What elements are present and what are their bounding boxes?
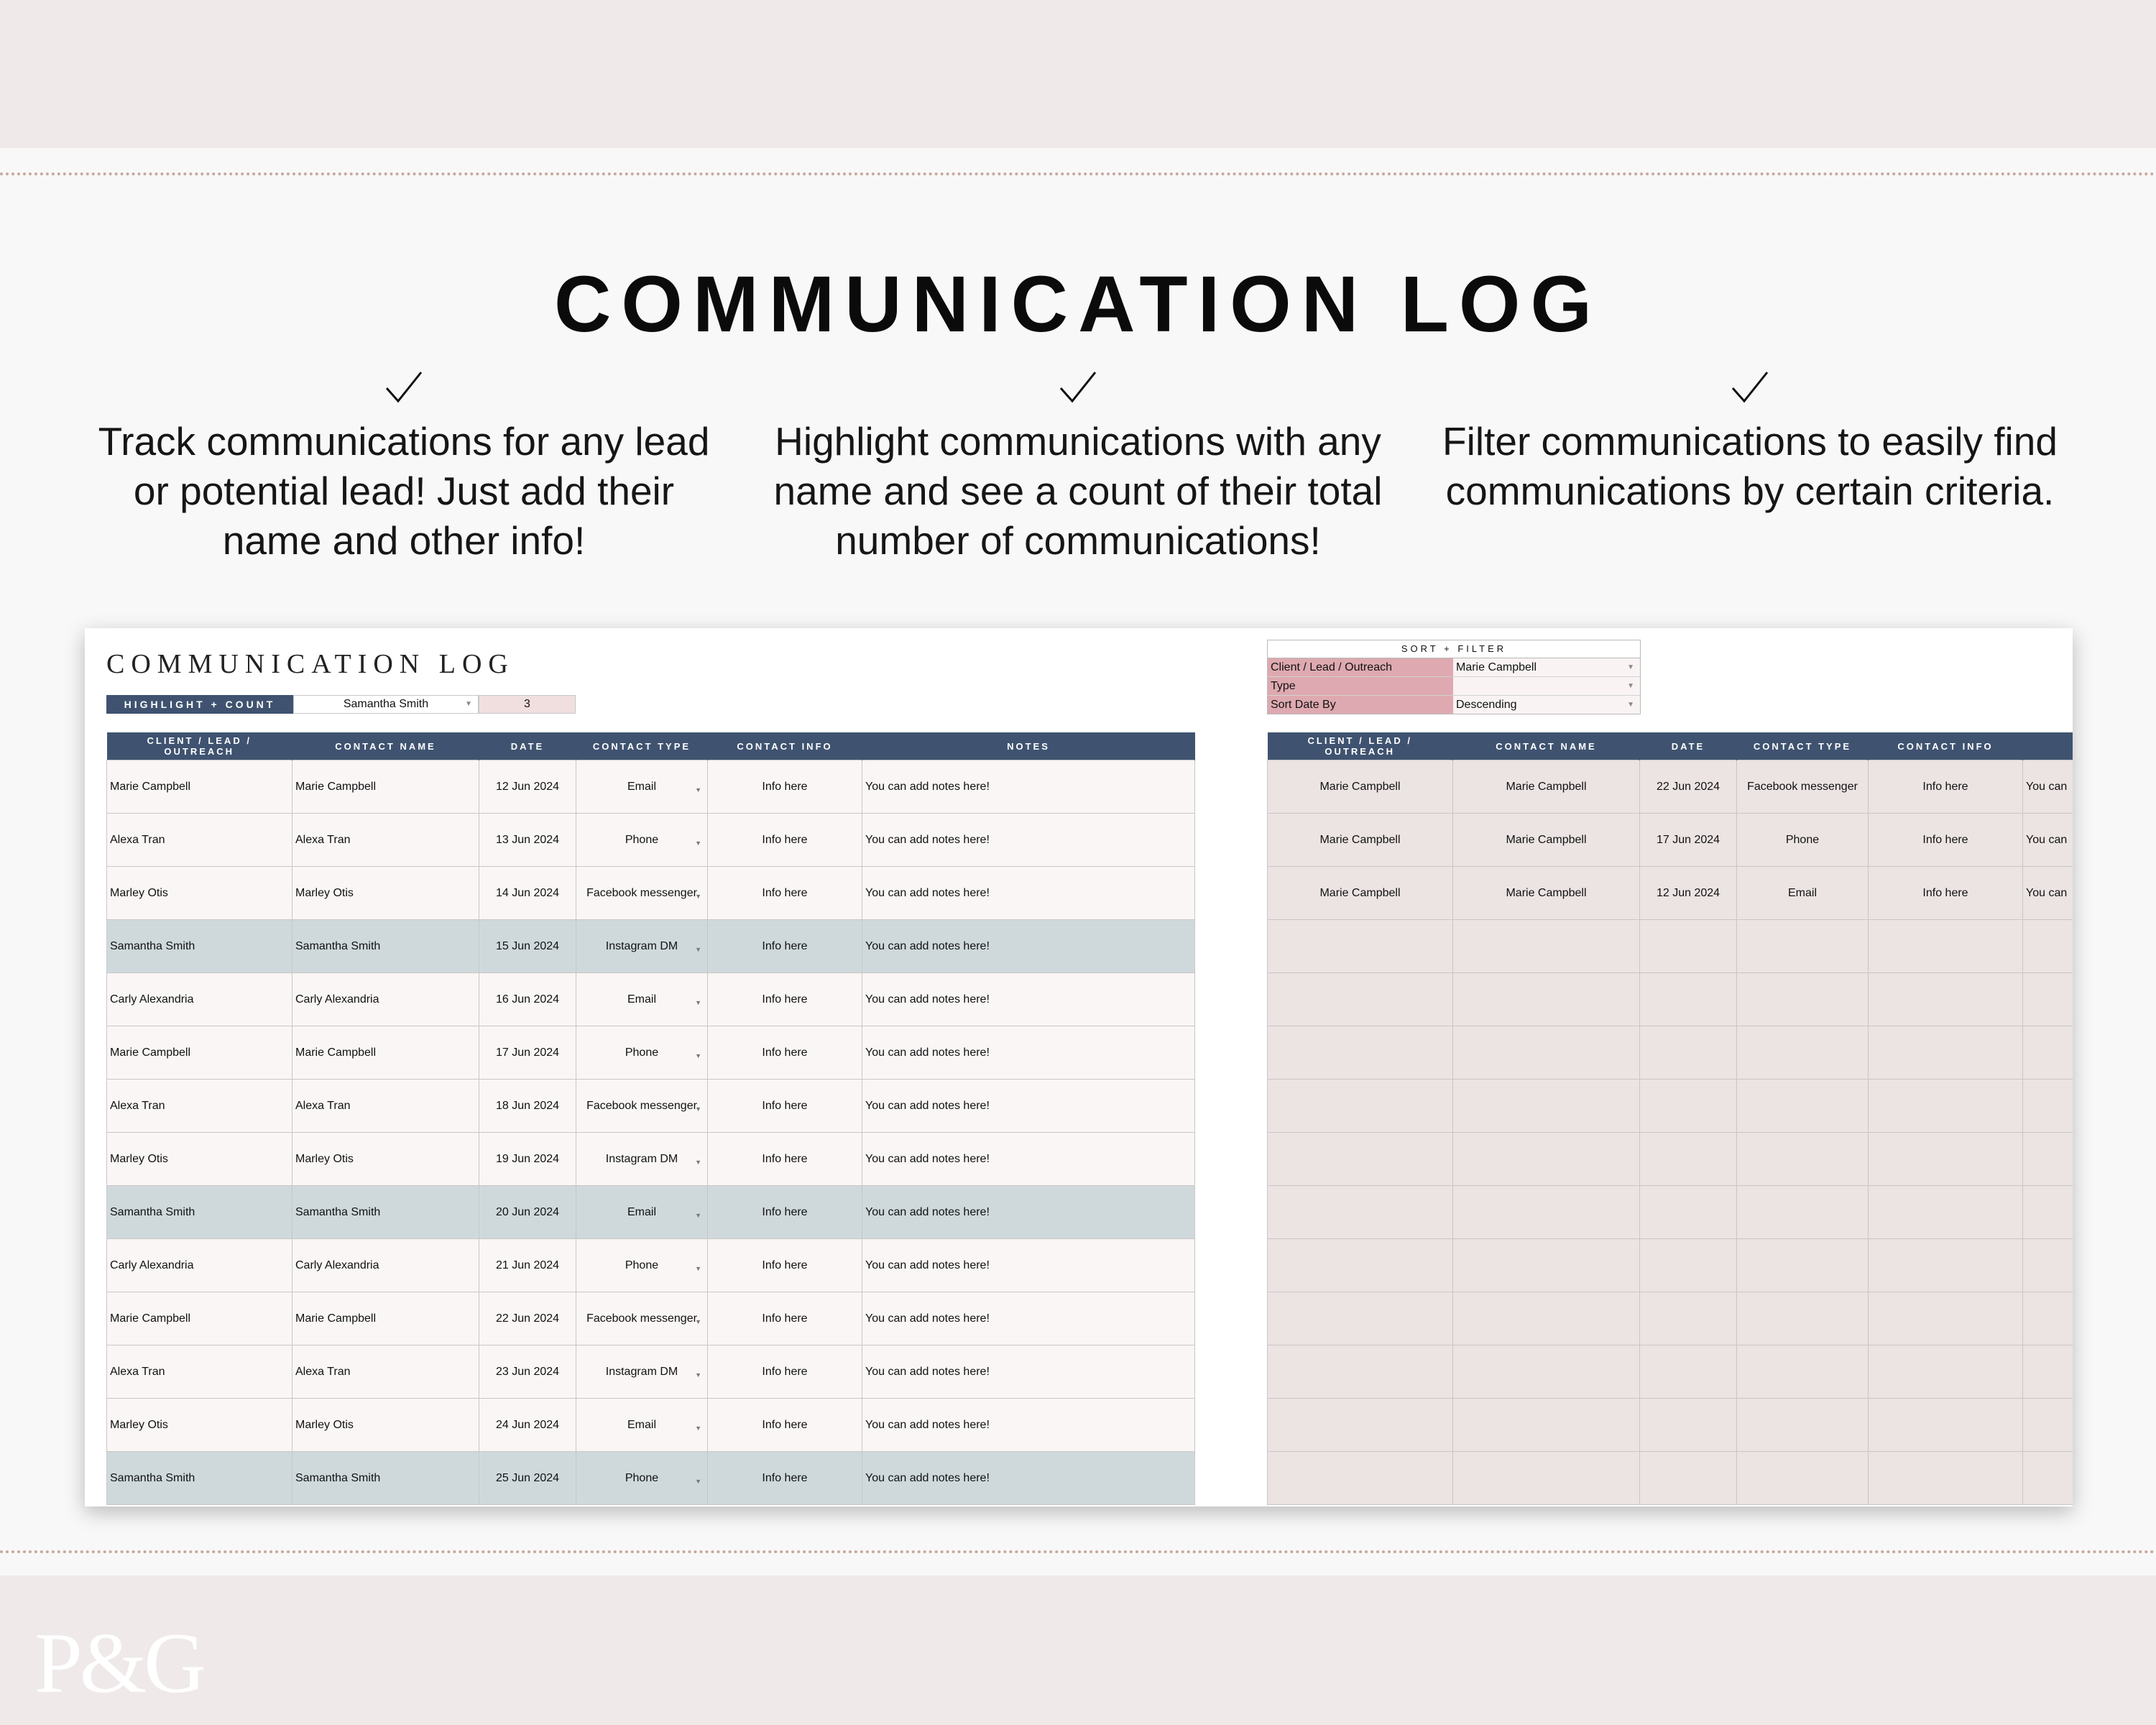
table-row	[1268, 867, 2073, 920]
contact-name-cell[interactable]: Marley Otis	[292, 1399, 479, 1452]
notes-cell	[2023, 973, 2073, 1026]
notes-cell[interactable]: You can add notes here!	[862, 1399, 1195, 1452]
feature-text: Track communications for any lead or potential lead! Just add their name and other info!	[98, 419, 710, 563]
contact-name-cell: Marie Campbell	[1453, 867, 1640, 920]
contact-info-cell[interactable]: Info here	[708, 1399, 862, 1452]
contact-info-cell	[1869, 1292, 2023, 1346]
column-header-contact-type: CONTACT TYPE	[576, 732, 708, 760]
notes-cell[interactable]: You can add notes here!	[862, 760, 1195, 814]
contact-type-cell: Facebook messenger	[1737, 760, 1869, 814]
notes-cell	[2023, 920, 2073, 973]
highlight-count-value: 3	[479, 695, 576, 714]
contact-name-cell[interactable]: Alexa Tran	[292, 1080, 479, 1133]
contact-name-cell[interactable]: Carly Alexandria	[292, 1239, 479, 1292]
filtered-results-table	[1267, 732, 2073, 1505]
notes-cell[interactable]: You can add notes here!	[862, 1452, 1195, 1505]
client-cell[interactable]: Marie Campbell	[107, 760, 292, 814]
contact-type-cell[interactable]	[576, 1239, 708, 1292]
contact-name-cell: Marie Campbell	[1453, 814, 1640, 867]
date-cell[interactable]: 13 Jun 2024	[479, 814, 576, 867]
table-row	[107, 1399, 1195, 1452]
client-cell	[1268, 1133, 1453, 1186]
contact-type-cell	[1737, 1026, 1869, 1080]
chevron-down-icon[interactable]: ▼	[695, 1105, 701, 1113]
contact-type-value: Phone	[625, 1259, 659, 1271]
table-row	[1268, 1346, 2073, 1399]
filter-key: Type	[1268, 677, 1453, 695]
contact-type-cell[interactable]	[576, 1346, 708, 1399]
contact-name-cell	[1453, 920, 1640, 973]
contact-name-cell[interactable]: Marie Campbell	[292, 1026, 479, 1080]
client-cell[interactable]: Marley Otis	[107, 1133, 292, 1186]
client-cell	[1268, 1186, 1453, 1239]
date-cell: 12 Jun 2024	[1640, 867, 1737, 920]
contact-type-cell[interactable]	[576, 760, 708, 814]
table-row	[107, 1080, 1195, 1133]
contact-type-cell: Email	[1737, 867, 1869, 920]
table-row	[107, 1133, 1195, 1186]
table-row	[107, 973, 1195, 1026]
table-row	[1268, 1186, 2073, 1239]
contact-name-cell	[1453, 973, 1640, 1026]
table-row	[107, 1346, 1195, 1399]
chevron-down-icon[interactable]: ▼	[695, 1478, 701, 1485]
client-cell	[1268, 1080, 1453, 1133]
client-cell[interactable]: Alexa Tran	[107, 1080, 292, 1133]
contact-name-cell	[1453, 1186, 1640, 1239]
column-header-date: DATE	[479, 732, 576, 760]
table-row	[1268, 760, 2073, 814]
client-cell[interactable]: Samantha Smith	[107, 920, 292, 973]
table-row	[107, 867, 1195, 920]
chevron-down-icon[interactable]: ▼	[465, 700, 472, 708]
contact-type-cell	[1737, 1292, 1869, 1346]
chevron-down-icon[interactable]: ▼	[695, 893, 701, 900]
table-row	[1268, 973, 2073, 1026]
contact-info-cell: Info here	[1869, 867, 2023, 920]
date-cell	[1640, 1133, 1737, 1186]
client-cell	[1268, 1239, 1453, 1292]
contact-info-cell	[1869, 1452, 2023, 1505]
client-cell	[1268, 1399, 1453, 1452]
date-cell[interactable]: 18 Jun 2024	[479, 1080, 576, 1133]
date-cell	[1640, 1346, 1737, 1399]
notes-cell	[2023, 1292, 2073, 1346]
client-cell[interactable]: Samantha Smith	[107, 1452, 292, 1505]
contact-type-value: Facebook messenger	[586, 886, 697, 899]
notes-cell: You can	[2023, 760, 2073, 814]
date-cell	[1640, 1239, 1737, 1292]
contact-name-cell[interactable]: Samantha Smith	[292, 1452, 479, 1505]
client-cell[interactable]: Alexa Tran	[107, 814, 292, 867]
notes-cell	[2023, 1346, 2073, 1399]
column-header-client: CLIENT / LEAD / OUTREACH	[1268, 732, 1453, 760]
date-cell[interactable]: 22 Jun 2024	[479, 1292, 576, 1346]
filter-row-type	[1268, 677, 1640, 696]
client-cell[interactable]: Carly Alexandria	[107, 973, 292, 1026]
feature-text: Highlight communications with any name and see a count of their total number of communications!	[773, 419, 1383, 563]
chevron-down-icon[interactable]: ▼	[1627, 682, 1634, 690]
filter-key: Sort Date By	[1268, 696, 1453, 714]
contact-name-cell	[1453, 1452, 1640, 1505]
contact-type-cell	[1737, 973, 1869, 1026]
contact-type-cell[interactable]	[576, 1399, 708, 1452]
chevron-down-icon[interactable]: ▼	[695, 1425, 701, 1432]
contact-type-cell[interactable]	[576, 1026, 708, 1080]
date-cell[interactable]: 24 Jun 2024	[479, 1399, 576, 1452]
highlight-name-dropdown[interactable]	[293, 695, 479, 714]
table-header-row	[107, 732, 1195, 760]
table-row	[107, 1452, 1195, 1505]
chevron-down-icon[interactable]: ▼	[695, 1212, 701, 1219]
contact-type-cell	[1737, 1452, 1869, 1505]
contact-name-cell[interactable]: Samantha Smith	[292, 920, 479, 973]
contact-info-cell: Info here	[1869, 814, 2023, 867]
feature-text: Filter communications to easily find communications by certain criteria.	[1442, 419, 2058, 513]
table-row	[1268, 1239, 2073, 1292]
date-cell	[1640, 1452, 1737, 1505]
date-cell[interactable]: 15 Jun 2024	[479, 920, 576, 973]
column-header-notes: NOTES	[862, 732, 1195, 760]
contact-info-cell[interactable]: Info here	[708, 1186, 862, 1239]
contact-name-cell	[1453, 1399, 1640, 1452]
contact-name-cell[interactable]: Samantha Smith	[292, 1186, 479, 1239]
notes-cell[interactable]: You can add notes here!	[862, 1292, 1195, 1346]
date-cell	[1640, 973, 1737, 1026]
client-cell	[1268, 973, 1453, 1026]
chevron-down-icon[interactable]: ▼	[695, 946, 701, 953]
contact-name-cell	[1453, 1026, 1640, 1080]
chevron-down-icon[interactable]: ▼	[1627, 701, 1634, 709]
contact-type-value: Email	[627, 993, 656, 1006]
client-cell[interactable]: Alexa Tran	[107, 1346, 292, 1399]
notes-cell	[2023, 1452, 2073, 1505]
notes-cell	[2023, 1026, 2073, 1080]
client-cell: Marie Campbell	[1268, 760, 1453, 814]
chevron-down-icon[interactable]: ▼	[695, 1052, 701, 1059]
contact-info-cell[interactable]: Info here	[708, 867, 862, 920]
client-cell	[1268, 1346, 1453, 1399]
client-cell[interactable]: Marie Campbell	[107, 1026, 292, 1080]
contact-type-cell	[1737, 1346, 1869, 1399]
check-icon	[1056, 367, 1100, 410]
contact-type-value: Instagram DM	[605, 1152, 678, 1165]
column-header-date: DATE	[1640, 732, 1737, 760]
contact-type-value: Email	[627, 1418, 656, 1431]
chevron-down-icon[interactable]: ▼	[695, 1318, 701, 1325]
contact-info-cell[interactable]: Info here	[708, 973, 862, 1026]
chevron-down-icon[interactable]: ▼	[695, 1371, 701, 1379]
contact-info-cell[interactable]: Info here	[708, 1026, 862, 1080]
contact-info-cell[interactable]: Info here	[708, 1292, 862, 1346]
column-header-notes	[2023, 732, 2073, 760]
check-icon	[1728, 367, 1772, 410]
date-cell[interactable]: 17 Jun 2024	[479, 1026, 576, 1080]
column-header-contact-info: CONTACT INFO	[708, 732, 862, 760]
notes-cell[interactable]: You can add notes here!	[862, 814, 1195, 867]
client-cell[interactable]: Marley Otis	[107, 1399, 292, 1452]
notes-cell	[2023, 1399, 2073, 1452]
table-row	[107, 920, 1195, 973]
table-row	[107, 1292, 1195, 1346]
contact-type-value: Instagram DM	[605, 1365, 678, 1378]
table-row	[1268, 1080, 2073, 1133]
table-row	[107, 760, 1195, 814]
contact-info-cell	[1869, 1186, 2023, 1239]
contact-type-value: Email	[627, 1205, 656, 1218]
contact-type-cell[interactable]	[576, 867, 708, 920]
client-cell[interactable]: Carly Alexandria	[107, 1239, 292, 1292]
client-cell	[1268, 1026, 1453, 1080]
contact-name-cell	[1453, 1346, 1640, 1399]
contact-info-cell	[1869, 1346, 2023, 1399]
table-header-row	[1268, 732, 2073, 760]
top-band	[0, 0, 2156, 148]
date-cell[interactable]: 25 Jun 2024	[479, 1452, 576, 1505]
notes-cell: You can	[2023, 814, 2073, 867]
contact-type-value: Facebook messenger	[586, 1099, 697, 1112]
sort-order-dropdown[interactable]	[1453, 696, 1640, 714]
table-row	[107, 814, 1195, 867]
contact-info-cell[interactable]: Info here	[708, 1346, 862, 1399]
client-cell[interactable]: Samantha Smith	[107, 1186, 292, 1239]
table-row	[1268, 814, 2073, 867]
contact-name-cell: Marie Campbell	[1453, 760, 1640, 814]
notes-cell: You can	[2023, 867, 2073, 920]
contact-info-cell[interactable]: Info here	[708, 1080, 862, 1133]
chevron-down-icon[interactable]: ▼	[695, 786, 701, 794]
client-cell	[1268, 1292, 1453, 1346]
date-cell: 17 Jun 2024	[1640, 814, 1737, 867]
date-cell[interactable]: 20 Jun 2024	[479, 1186, 576, 1239]
contact-type-value: Phone	[625, 833, 659, 846]
table-row	[1268, 1452, 2073, 1505]
chevron-down-icon[interactable]: ▼	[695, 1265, 701, 1272]
client-cell: Marie Campbell	[1268, 867, 1453, 920]
notes-cell	[2023, 1186, 2073, 1239]
notes-cell[interactable]: You can add notes here!	[862, 1239, 1195, 1292]
contact-type-cell	[1737, 920, 1869, 973]
contact-type-cell[interactable]	[576, 1186, 708, 1239]
column-header-contact-info: CONTACT INFO	[1869, 732, 2023, 760]
notes-cell[interactable]: You can add notes here!	[862, 867, 1195, 920]
column-header-contact-type: CONTACT TYPE	[1737, 732, 1869, 760]
notes-cell[interactable]: You can add notes here!	[862, 1026, 1195, 1080]
contact-info-cell[interactable]: Info here	[708, 920, 862, 973]
communication-log-table	[106, 732, 1195, 1505]
contact-name-cell[interactable]: Carly Alexandria	[292, 973, 479, 1026]
date-cell[interactable]: 19 Jun 2024	[479, 1133, 576, 1186]
contact-name-cell	[1453, 1292, 1640, 1346]
notes-cell[interactable]: You can add notes here!	[862, 1080, 1195, 1133]
client-cell	[1268, 920, 1453, 973]
chevron-down-icon[interactable]: ▼	[695, 999, 701, 1006]
contact-type-cell	[1737, 1133, 1869, 1186]
date-cell[interactable]: 14 Jun 2024	[479, 867, 576, 920]
contact-type-value: Facebook messenger	[586, 1312, 697, 1325]
date-cell	[1640, 920, 1737, 973]
contact-info-cell	[1869, 973, 2023, 1026]
chevron-down-icon[interactable]: ▼	[695, 840, 701, 847]
contact-type-cell: Phone	[1737, 814, 1869, 867]
sort-filter-panel	[1267, 640, 1641, 714]
client-cell[interactable]: Marley Otis	[107, 867, 292, 920]
contact-name-cell[interactable]: Marley Otis	[292, 867, 479, 920]
filter-row-client	[1268, 658, 1640, 677]
date-cell: 22 Jun 2024	[1640, 760, 1737, 814]
date-cell	[1640, 1292, 1737, 1346]
sheet-title: COMMUNICATION LOG	[106, 649, 515, 679]
client-cell[interactable]: Marie Campbell	[107, 1292, 292, 1346]
notes-cell	[2023, 1080, 2073, 1133]
date-cell	[1640, 1026, 1737, 1080]
table-row	[1268, 1399, 2073, 1452]
date-cell[interactable]: 16 Jun 2024	[479, 973, 576, 1026]
date-cell	[1640, 1186, 1737, 1239]
bottom-band	[0, 1576, 2156, 1725]
page-headline: COMMUNICATION LOG	[553, 260, 1603, 349]
contact-info-cell[interactable]: Info here	[708, 760, 862, 814]
table-row	[107, 1186, 1195, 1239]
contact-type-cell[interactable]	[576, 920, 708, 973]
table-row	[107, 1239, 1195, 1292]
contact-info-cell	[1869, 1239, 2023, 1292]
contact-info-cell: Info here	[1869, 760, 2023, 814]
feature-track	[80, 367, 727, 566]
table-row	[1268, 1133, 2073, 1186]
contact-info-cell[interactable]: Info here	[708, 1239, 862, 1292]
table-row	[1268, 920, 2073, 973]
brand-logo: P&G	[34, 1615, 203, 1711]
feature-filter	[1427, 367, 2073, 516]
filter-key: Client / Lead / Outreach	[1268, 658, 1453, 676]
date-cell[interactable]: 21 Jun 2024	[479, 1239, 576, 1292]
date-cell	[1640, 1080, 1737, 1133]
filter-client-dropdown[interactable]	[1453, 658, 1640, 676]
contact-name-cell[interactable]: Marie Campbell	[292, 1292, 479, 1346]
contact-type-cell[interactable]	[576, 1452, 708, 1505]
date-cell[interactable]: 12 Jun 2024	[479, 760, 576, 814]
sort-filter-title: SORT + FILTER	[1268, 640, 1640, 658]
contact-type-value: Phone	[625, 1471, 659, 1484]
notes-cell[interactable]: You can add notes here!	[862, 1346, 1195, 1399]
column-header-contact-name: CONTACT NAME	[292, 732, 479, 760]
contact-info-cell[interactable]: Info here	[708, 814, 862, 867]
contact-name-cell[interactable]: Alexa Tran	[292, 814, 479, 867]
highlight-count-label: HIGHLIGHT + COUNT	[106, 695, 293, 714]
contact-type-cell	[1737, 1239, 1869, 1292]
check-icon	[382, 367, 425, 410]
contact-name-cell[interactable]: Alexa Tran	[292, 1346, 479, 1399]
contact-type-cell[interactable]	[576, 1292, 708, 1346]
notes-cell[interactable]: You can add notes here!	[862, 973, 1195, 1026]
contact-info-cell[interactable]: Info here	[708, 1133, 862, 1186]
contact-type-value: Instagram DM	[605, 939, 678, 952]
contact-type-value: Phone	[625, 1046, 659, 1059]
filter-type-dropdown[interactable]	[1453, 677, 1640, 695]
contact-info-cell	[1869, 1026, 2023, 1080]
client-cell: Marie Campbell	[1268, 814, 1453, 867]
contact-info-cell	[1869, 1399, 2023, 1452]
notes-cell[interactable]: You can add notes here!	[862, 920, 1195, 973]
contact-type-cell[interactable]	[576, 1133, 708, 1186]
contact-info-cell	[1869, 1133, 2023, 1186]
contact-type-cell[interactable]	[576, 1080, 708, 1133]
filter-value: Marie Campbell	[1456, 661, 1537, 673]
filter-row-sort	[1268, 696, 1640, 714]
contact-type-cell[interactable]	[576, 973, 708, 1026]
chevron-down-icon[interactable]: ▼	[1627, 663, 1634, 671]
dotted-divider-top	[0, 172, 2156, 175]
highlight-name-value: Samantha Smith	[343, 698, 429, 710]
contact-name-cell[interactable]: Marley Otis	[292, 1133, 479, 1186]
contact-info-cell	[1869, 1080, 2023, 1133]
table-row	[1268, 1026, 2073, 1080]
contact-type-cell	[1737, 1186, 1869, 1239]
dotted-divider-bottom	[0, 1550, 2156, 1553]
contact-type-cell	[1737, 1080, 1869, 1133]
column-header-contact-name: CONTACT NAME	[1453, 732, 1640, 760]
filter-value: Descending	[1456, 699, 1517, 711]
contact-name-cell	[1453, 1133, 1640, 1186]
client-cell	[1268, 1452, 1453, 1505]
notes-cell	[2023, 1239, 2073, 1292]
contact-name-cell	[1453, 1239, 1640, 1292]
contact-type-cell[interactable]	[576, 814, 708, 867]
notes-cell[interactable]: You can add notes here!	[862, 1186, 1195, 1239]
date-cell	[1640, 1399, 1737, 1452]
notes-cell[interactable]: You can add notes here!	[862, 1133, 1195, 1186]
contact-type-value: Email	[627, 780, 656, 793]
contact-name-cell	[1453, 1080, 1640, 1133]
contact-name-cell[interactable]: Marie Campbell	[292, 760, 479, 814]
table-row	[107, 1026, 1195, 1080]
chevron-down-icon[interactable]: ▼	[695, 1159, 701, 1166]
contact-info-cell[interactable]: Info here	[708, 1452, 862, 1505]
contact-type-cell	[1737, 1399, 1869, 1452]
feature-highlight	[755, 367, 1401, 566]
table-row	[1268, 1292, 2073, 1346]
notes-cell	[2023, 1133, 2073, 1186]
date-cell[interactable]: 23 Jun 2024	[479, 1346, 576, 1399]
column-header-client: CLIENT / LEAD / OUTREACH	[107, 732, 292, 760]
spreadsheet-screenshot	[85, 628, 2073, 1506]
contact-info-cell	[1869, 920, 2023, 973]
